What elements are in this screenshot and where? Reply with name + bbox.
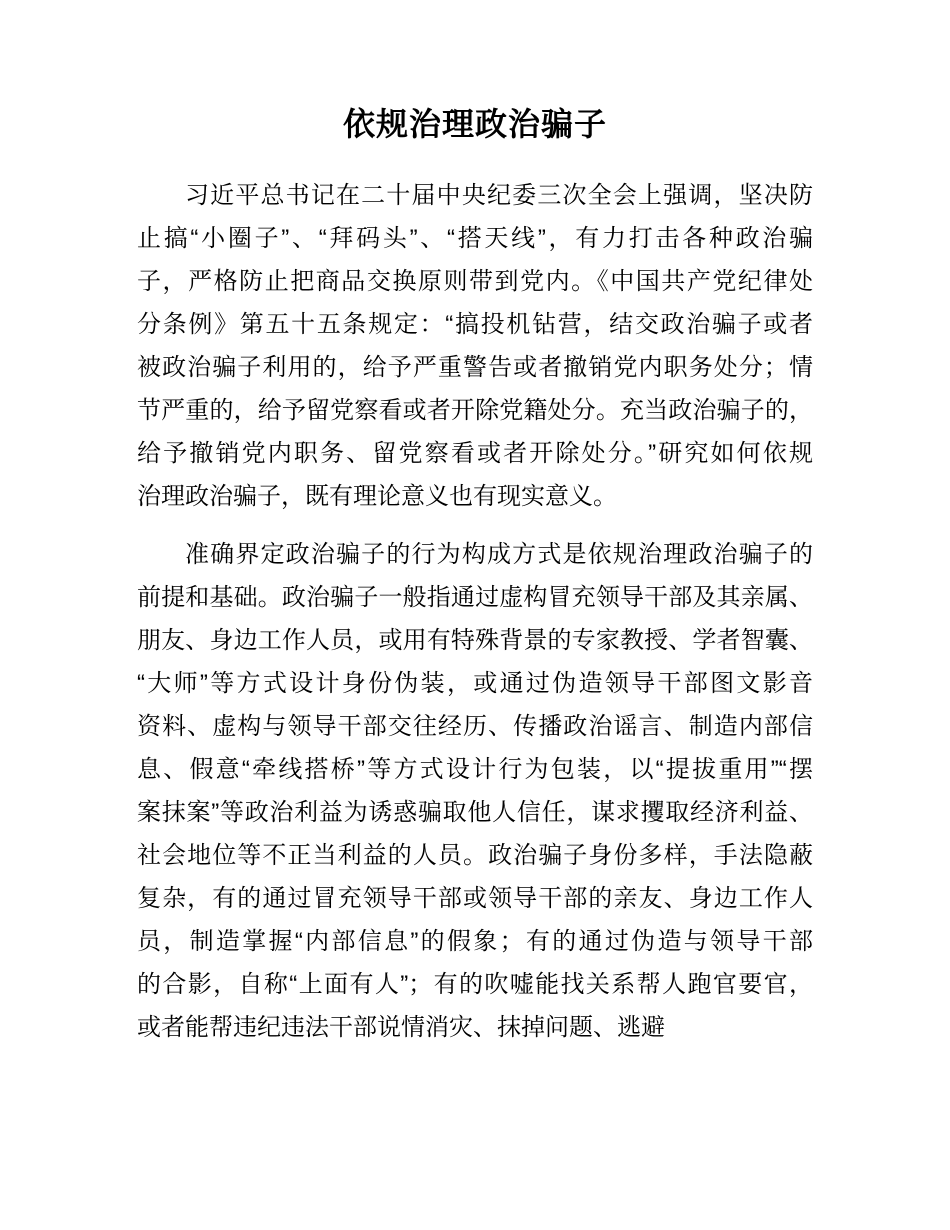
text-line: 复杂，有的通过冒充领导干部或领导干部的亲友、身边工作人 [137, 885, 813, 912]
text-line: 止搞“小圈子”、“拜码头”、“搭天线”，有力打击各种政治骗 [137, 225, 813, 252]
text-line: 社会地位等不正当利益的人员。政治骗子身份多样，手法隐蔽 [137, 842, 813, 869]
text-line: 的合影，自称“上面有人”；有的吹嘘能找关系帮人跑官要官， [137, 971, 813, 998]
text-line: 息、假意“牵线搭桥”等方式设计行为包装，以“提拔重用”“摆 [137, 756, 813, 783]
text-line: 资料、虚构与领导干部交往经历、传播政治谣言、制造内部信 [137, 713, 813, 740]
text-line: 或者能帮违纪违法干部说情消灾、抹掉问题、逃避 [137, 1014, 665, 1041]
text-line: 给予撤销党内职务、留党察看或者开除处分。”研究如何依规 [137, 440, 813, 467]
document-body [137, 148, 813, 1049]
text-line: 朋友、身边工作人员，或用有特殊背景的专家教授、学者智囊、 [137, 627, 813, 654]
text-line: 准确界定政治骗子的行为构成方式是依规治理政治骗子的 [185, 541, 813, 568]
text-line: 案抹案”等政治利益为诱惑骗取他人信任，谋求攫取经济利益、 [137, 799, 813, 826]
text-line: 习近平总书记在二十届中央纪委三次全会上强调，坚决防 [185, 182, 813, 209]
text-line: 子，严格防止把商品交换原则带到党内。《中国共产党纪律处 [137, 268, 813, 295]
text-line: 被政治骗子利用的，给予严重警告或者撤销党内职务处分；情 [137, 354, 813, 381]
paragraph [137, 533, 813, 1049]
document-title: 依规治理政治骗子 [342, 106, 607, 142]
text-line: 分条例》第五十五条规定：“搞投机钻营，结交政治骗子或者 [137, 311, 813, 338]
text-line: “大师”等方式设计身份伪装，或通过伪造领导干部图文影音 [137, 670, 813, 697]
text-line: 前提和基础。政治骗子一般指通过虚构冒充领导干部及其亲属、 [137, 584, 813, 611]
text-line: 节严重的，给予留党察看或者开除党籍处分。充当政治骗子的， [137, 397, 813, 424]
text-line: 治理政治骗子，既有理论意义也有现实意义。 [137, 483, 617, 510]
text-line: 员，制造掌握“内部信息”的假象；有的通过伪造与领导干部 [137, 928, 813, 955]
paragraph [137, 174, 813, 518]
